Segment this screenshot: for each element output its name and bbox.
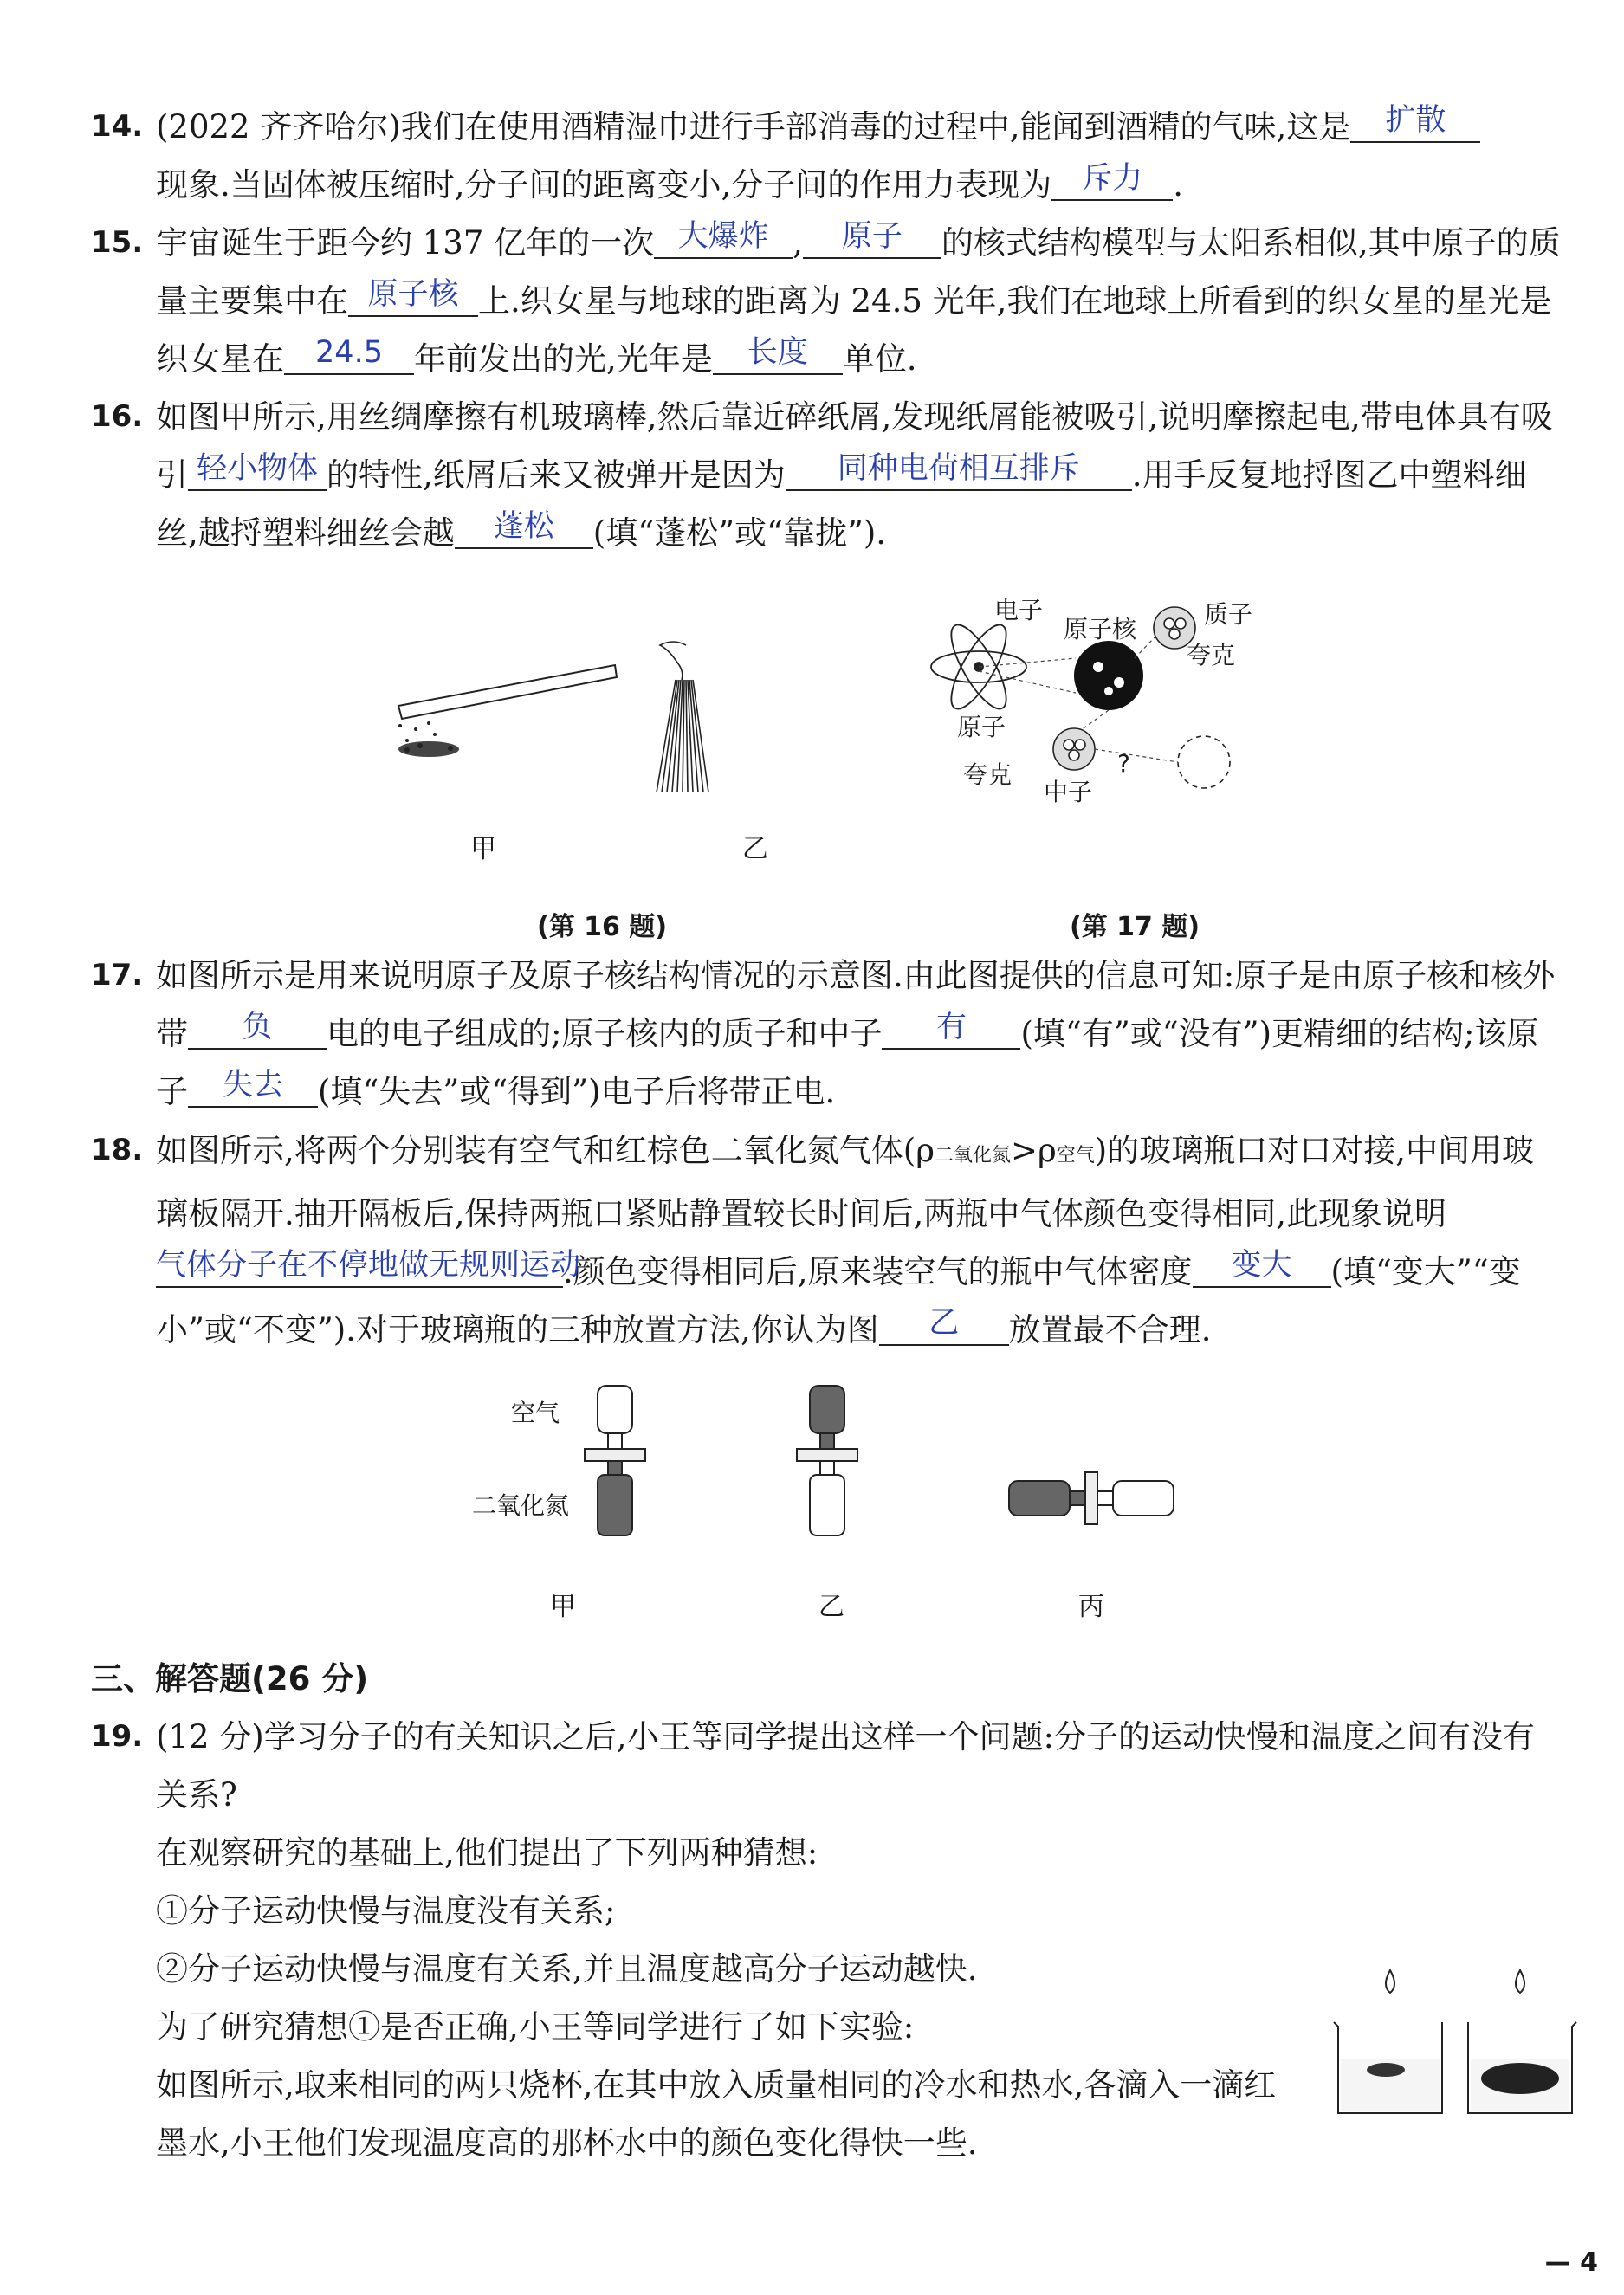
question-19-paragraph: 如图所示,取来相同的两只烧杯,在其中放入质量相同的冷水和热水,各滴入一滴红墨水,小王他们发现温度高的那杯水中的颜色变化得快一些.	[156, 2066, 1277, 2162]
subscript: 空气	[1056, 1145, 1095, 1167]
label-proton: 质子	[1204, 600, 1253, 629]
ink-drop-right	[1516, 1970, 1524, 1993]
question-16	[91, 388, 1563, 562]
handwritten-answer: 24.5	[315, 335, 383, 370]
density-symbol: ρ	[1038, 1132, 1057, 1169]
ink-drop-left	[1386, 1970, 1394, 1993]
question-text: 年前发出的光,光年是	[414, 340, 713, 378]
answer-blank[interactable]	[879, 1304, 1009, 1346]
question-text: (12 分)学习分子的有关知识之后,小王等同学提出这样一个问题:分子的运动快慢和温度之间有没有关系?	[156, 1718, 1535, 1813]
handwritten-answer: 大爆炸	[677, 219, 769, 254]
beaker-hot	[1468, 2022, 1576, 2113]
figure-16-illustration	[381, 632, 745, 831]
question-text: 单位.	[842, 340, 917, 378]
question-text: 宇宙诞生于距今约 137 亿年的一次	[156, 224, 655, 262]
answer-blank[interactable]	[188, 1066, 318, 1108]
handwritten-answer: 轻小物体	[196, 451, 318, 486]
plastic-strands	[657, 642, 708, 792]
label-quark: 夸克	[963, 760, 1013, 789]
question-text: .颜色变得相同后,原来装空气的瓶中气体密度	[563, 1253, 1193, 1290]
handwritten-answer: 负	[242, 1010, 273, 1044]
question-text: 的特性,纸屑后来又被弹开是因为	[327, 456, 786, 494]
question-text: 如图所示,将两个分别装有空气和红棕色二氧化氮气体(	[156, 1132, 916, 1169]
label-electron: 电子	[994, 596, 1044, 624]
page-number: — 4	[1544, 2247, 1598, 2278]
answer-blank[interactable]	[455, 507, 593, 549]
section-heading: 三、解答题(26 分)	[91, 1660, 369, 1697]
question-number: 15.	[91, 225, 144, 260]
label-neutron: 中子	[1044, 778, 1093, 806]
handwritten-answer: 有	[935, 1010, 967, 1044]
question-text: 的核式结构模型与太阳系相似,其中原子的质量主要集中在	[156, 224, 1561, 320]
question-text: (填“失去”或“得到”)电子后将带正电.	[318, 1073, 836, 1110]
figure-17-caption: (第 17 题)	[1070, 912, 1200, 942]
figure-label-jia: 甲	[550, 1592, 576, 1622]
question-text: 电的电子组成的;原子核内的质子和中子	[327, 1015, 883, 1052]
bottles-bing	[1009, 1472, 1174, 1524]
nucleus	[1074, 641, 1143, 710]
question-text: .用手反复地捋图乙中塑料细丝,越捋塑料细丝会越	[156, 456, 1527, 552]
question-17	[91, 947, 1563, 1121]
answer-blank[interactable]	[1051, 159, 1173, 201]
figure-label-bing: 丙	[1078, 1592, 1104, 1622]
density-symbol: ρ	[916, 1132, 935, 1169]
answer-blank[interactable]	[188, 1008, 327, 1050]
answer-blank[interactable]	[348, 275, 478, 317]
question-text: (填“有”或“没有”)更精细的结构;该原子	[156, 1015, 1539, 1110]
question-number: 17.	[91, 958, 144, 992]
label-air: 空气	[511, 1399, 560, 1427]
question-text: (填“变大”“变小”或“不变”).对于玻璃瓶的三种放置方法,你认为图	[156, 1253, 1521, 1348]
question-19-paragraph: ①分子运动快慢与温度没有关系;	[156, 1892, 616, 1930]
answer-blank[interactable]	[1350, 101, 1480, 143]
label-question-mark: ?	[1117, 749, 1130, 778]
question-text: 放置最不合理.	[1008, 1311, 1212, 1348]
question-text: )的玻璃瓶口对口对接,中间用玻璃板隔开.抽开隔板后,保持两瓶口紧贴静置较长时间后,两瓶中气体颜色变得相同,此现象说明	[156, 1132, 1534, 1232]
answer-blank[interactable]	[882, 1008, 1020, 1050]
handwritten-answer: 同种电荷相互排斥	[837, 451, 1080, 486]
label-nucleus: 原子核	[1064, 615, 1137, 643]
question-19-paragraph: ②分子运动快慢与温度有关系,并且温度越高分子运动越快.	[156, 1950, 978, 1988]
bottles-yi	[797, 1386, 857, 1535]
question-number: 14.	[91, 109, 144, 144]
question-19-paragraph: 在观察研究的基础上,他们提出了下列两种猜想:	[156, 1834, 818, 1872]
question-text: ,	[793, 224, 803, 262]
question-15	[91, 214, 1563, 388]
figure-18-bottles	[554, 1377, 1195, 1576]
question-number: 19.	[91, 1719, 144, 1754]
question-text: (2022 齐齐哈尔)我们在使用酒精湿巾进行手部消毒的过程中,能闻到酒精的气味,这是	[156, 108, 1351, 145]
answer-blank[interactable]	[188, 449, 327, 491]
beaker-cold	[1334, 2022, 1442, 2113]
answer-blank[interactable]	[713, 333, 843, 375]
question-text: 如图甲所示,用丝绸摩擦有机玻璃棒,然后靠近碎纸屑,发现纸屑能被吸引,说明摩擦起电,带电体具有吸引	[156, 398, 1553, 494]
paper-scraps	[398, 721, 459, 757]
question-text: (填“蓬松”或“靠拢”).	[592, 514, 887, 552]
figure-19-beakers	[1325, 1957, 1585, 2122]
question-text: 现象.当固体被压缩时,分子间的距离变小,分子间的作用力表现为	[156, 166, 1052, 204]
answer-blank[interactable]	[803, 217, 941, 259]
handwritten-answer: 斥力	[1082, 161, 1143, 196]
question-19	[91, 1708, 1563, 1824]
label-quark: 夸克	[1187, 641, 1236, 669]
handwritten-answer: 失去	[222, 1068, 283, 1102]
bottles-jia	[585, 1386, 645, 1535]
handwritten-answer: 原子核	[367, 277, 459, 312]
handwritten-answer: 长度	[747, 335, 808, 370]
handwritten-answer: 蓬松	[493, 509, 554, 544]
handwritten-answer: 扩散	[1385, 103, 1446, 138]
question-text: 如图所示是用来说明原子及原子核结构情况的示意图.由此图提供的信息可知:原子是由原子核和核外带	[156, 957, 1556, 1052]
answer-blank[interactable]	[284, 333, 414, 375]
handwritten-answer: 气体分子在不停地做无规则运动	[156, 1248, 581, 1283]
handwritten-answer: 乙	[928, 1306, 960, 1341]
figure-16-caption: (第 16 题)	[537, 912, 668, 942]
figure-label-yi: 乙	[742, 834, 768, 864]
label-no2: 二氧化氮	[472, 1491, 570, 1520]
figure-label-yi: 乙	[818, 1592, 844, 1622]
question-text: .	[1173, 166, 1184, 204]
question-14	[91, 98, 1563, 214]
handwritten-answer: 原子	[841, 219, 903, 254]
figure-label-jia: 甲	[470, 834, 496, 864]
question-number: 18.	[91, 1133, 144, 1167]
question-number: 16.	[91, 399, 144, 434]
question-19-paragraph: 为了研究猜想①是否正确,小王等同学进行了如下实验:	[156, 2008, 915, 2046]
handwritten-answer: 变大	[1231, 1248, 1292, 1283]
answer-blank[interactable]	[786, 449, 1132, 491]
question-18	[91, 1122, 1563, 1359]
answer-blank[interactable]	[156, 1246, 581, 1288]
glass-rod	[398, 665, 617, 719]
question-text: 上.织女星与地球的距离为 24.5 光年,我们在地球上所看到的织女星的星光是织女星在	[156, 282, 1552, 378]
greater-than: >	[1010, 1132, 1038, 1169]
subscript: 二氧化氮	[934, 1145, 1011, 1167]
answer-blank[interactable]	[1193, 1246, 1331, 1288]
label-atom: 原子	[957, 713, 1006, 741]
answer-blank[interactable]	[654, 217, 793, 259]
